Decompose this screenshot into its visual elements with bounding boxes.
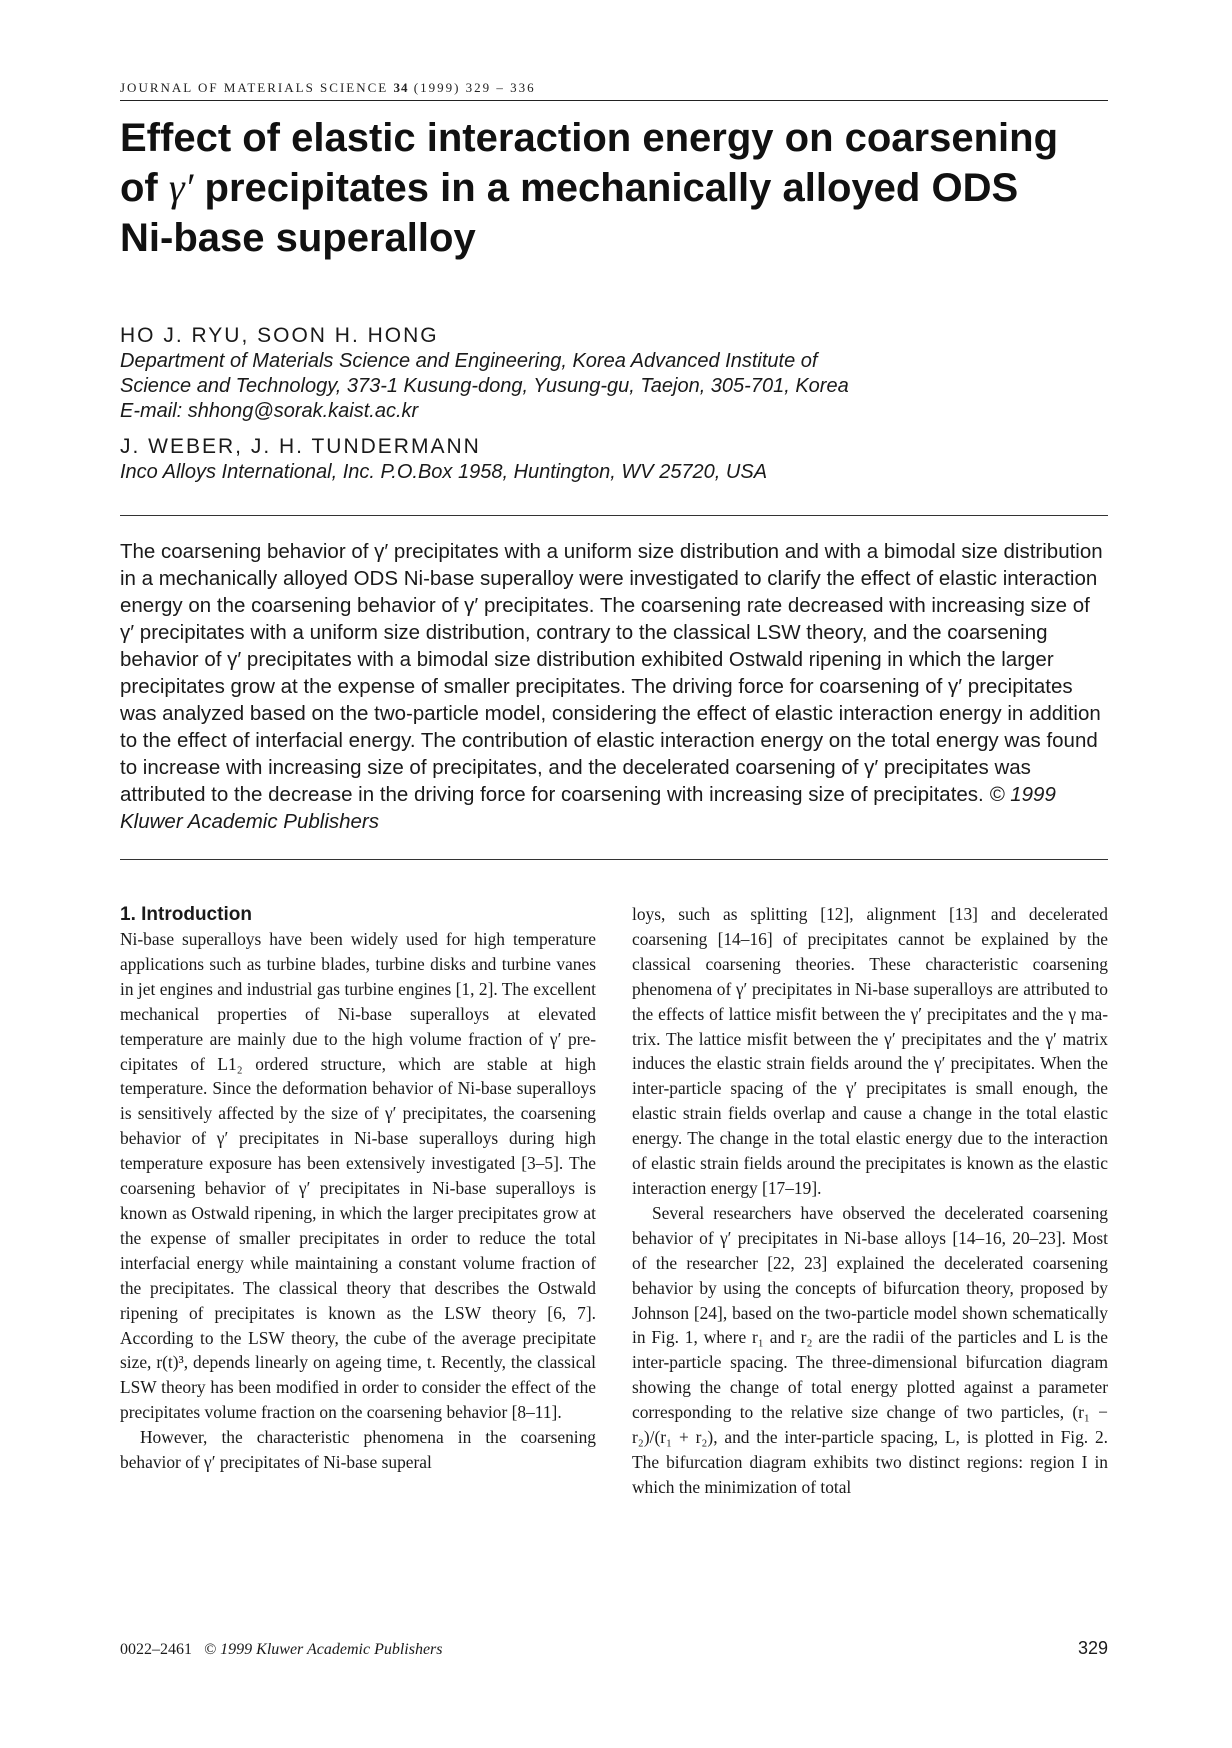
- author-group-2: [120, 434, 1108, 485]
- journal-volume: 34: [393, 80, 409, 95]
- author-names-2: J. WEBER, J. H. TUNDERMANN: [120, 435, 481, 458]
- footer-issn-copyright: [120, 1641, 443, 1659]
- journal-name: JOURNAL OF MATERIALS SCIENCE: [120, 80, 389, 95]
- divider-top: [120, 515, 1108, 516]
- title-line-3: Ni-base superalloy: [120, 216, 476, 260]
- page-footer: [120, 1638, 1108, 1659]
- intro-paragraph-3: Several researchers have observed the decelerated coarsening behavior of γ′ precipitates in Ni-base alloys [14–16, 20–23]. Most of the researcher [22, 23] explained the decelerated coarsening behavior by using the concepts of bifurcation theory, proposed by Johnson [24], based on the two-particle model shown schematically in Fig. 1, where r₁ and r₂ are the radii of the particles and L is the inter-particle spacing. The three-dimensional bifurcation diagram showing the change of total energy plotted against a parameter corresponding to the relative size change of two particles, (r₁ − r₂)/(r₁ + r₂), and the inter-particle spacing, L, is plotted in Fig. 2. The bifurcation diagram exhibits two distinct regions: region I in which the minimization of total: [632, 1202, 1108, 1497]
- title-line-2-pre: of: [120, 166, 169, 210]
- intro-paragraph-1: Ni-base superalloys have been widely used for high temperature applications such as turbine blades, turbine disks and turbine vanes in jet engines and industrial gas turbine engines [1, 2]. The excellent mechanical properties of Ni-base superalloys at elevated temperature are mainly due to the high volume fraction of γ′ precipitates of L1₂ ordered structure, which are stable at high temperature. Since the deformation behavior of Ni-base superalloys is sensitively affected by the size of γ′ precipitates, the coarsening behavior of γ′ precipitates in Ni-base superalloys during high temperature exposure has been extensively investigated [3–5]. The coarsening behavior of γ′ precipitates in Ni-base superalloys is known as Ostwald ripening, in which the larger precipitates grow at the expense of smaller precipitates in order to reduce the total interfacial energy while maintaining a constant volume fraction of the precipitates. The classical theory that describes the Ostwald ripening of precipitates is known as the LSW theory [6, 7]. According to the LSW theory, the cube of the average precipitate size, r(t)³, depends linearly on ageing time, t. Recently, the classical LSW theory has been modified in order to consider the effect of the precipitates volume fraction on the coarsening behavior [8–11].: [120, 929, 596, 1423]
- right-column: [632, 902, 1108, 1500]
- title-line-2-post: precipitates in a mechanically alloyed ODS: [193, 166, 1019, 210]
- abstract-text: The coarsening behavior of γ′ precipitates with a uniform size distribution and with a bimodal size distribution in a mechanically alloyed ODS Ni-base superalloy were investigated to clarify the effect of elastic interaction energy on the coarsening behavior of γ′ precipitates. The coarsening rate decreased with increasing size of γ′ precipitates with a uniform size distribution, contrary to the classical LSW theory, and the coarsening behavior of γ′ precipitates with a bimodal size distribution exhibited Ostwald ripening in which the larger precipitates grow at the expense of smaller precipitates. The driving force for coarsening of γ′ precipitates was analyzed based on the two-particle model, considering the effect of elastic interaction energy in addition to the effect of interfacial energy. The contribution of elastic interaction energy on the total energy was found to increase with increasing size of precipitates, and the decelerated coarsening of γ′ precipitates was attributed to the decrease in the driving force for coarsening with increasing size of precipitates.: [120, 540, 1103, 806]
- section-heading-introduction: 1. Introduction: [120, 904, 252, 925]
- paper-page: [120, 80, 1108, 1500]
- journal-year-pages: (1999) 329 – 336: [413, 80, 536, 95]
- divider-bottom: [120, 859, 1108, 860]
- journal-header: [120, 80, 1108, 101]
- page-number: 329: [1077, 1638, 1108, 1658]
- intro-paragraph-2: However, the characteristic phenomena in the coarsening behavior of γ′ precipitates of Ni-base superal: [120, 1427, 596, 1473]
- affiliation-1-line-1: Department of Materials Science and Engineering, Korea Advanced Institute of: [120, 350, 818, 372]
- abstract: [120, 538, 1108, 835]
- title-line-1: Effect of elastic interaction energy on coarsening: [120, 116, 1059, 160]
- affiliation-2-line-1: Inco Alloys International, Inc. P.O.Box 1958, Huntington, WV 25720, USA: [120, 461, 768, 483]
- intro-paragraph-2-cont: loys, such as splitting [12], alignment [13] and decelerated coarsening [14–16] of precipitates cannot be explained by the classical coarsening theories. These characteristic coarsening phenomena of γ′ precipitates in Ni-base superalloys are attributed to the effects of lattice misfit between the γ′ precipitates and the γ matrix. The lattice misfit between the γ′ precipitates and the γ′ matrix induces the elastic strain fields around the γ′ precipitates. When the inter-particle spacing of the γ′ precipitates is small enough, the elastic strain fields overlap and cause a change in the total elastic energy. The change in the total elastic energy due to the interaction of elastic strain fields around the precipitates is known as the elastic interaction energy [17–19].: [632, 904, 1108, 1198]
- body-columns: [120, 902, 1108, 1500]
- author-group-1: [120, 323, 1108, 424]
- abstract-copyright: © 1999 Kluwer Academic Publishers: [120, 783, 1056, 833]
- left-column: [120, 902, 596, 1500]
- author-email: E-mail: shhong@sorak.kaist.ac.kr: [120, 400, 419, 422]
- paper-title: [120, 113, 1108, 263]
- footer-issn: 0022–2461: [120, 1641, 192, 1658]
- affiliation-1-line-2: Science and Technology, 373-1 Kusung-dong, Yusung-gu, Taejon, 305-701, Korea: [120, 375, 849, 397]
- gamma-prime-symbol: γ′: [168, 165, 194, 210]
- footer-copyright: © 1999 Kluwer Academic Publishers: [204, 1641, 443, 1658]
- author-names-1: HO J. RYU, SOON H. HONG: [120, 324, 439, 347]
- author-list: [120, 323, 1108, 485]
